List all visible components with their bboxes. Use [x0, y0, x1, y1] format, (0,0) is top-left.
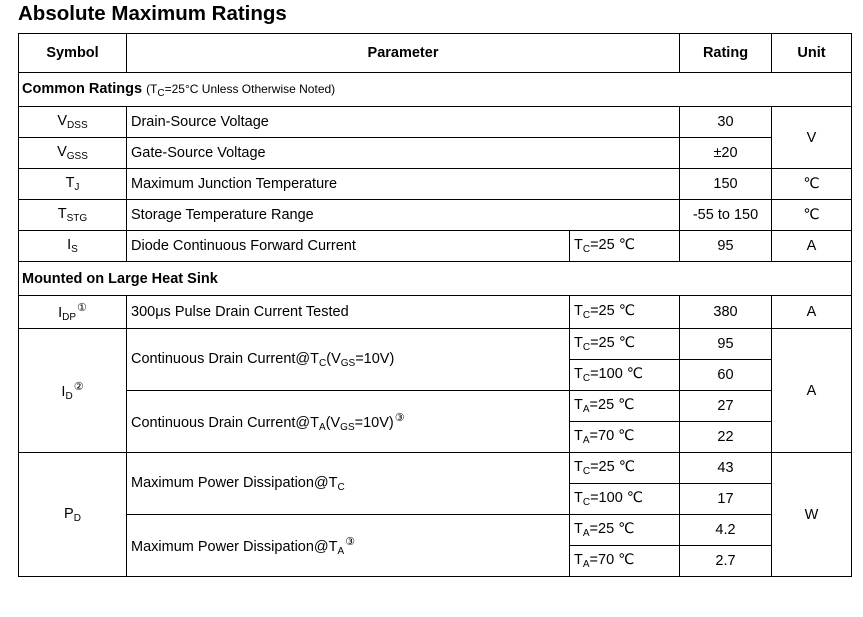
symbol-is — [19, 231, 127, 262]
unit-pd: W — [772, 453, 852, 577]
param-tstg: Storage Temperature Range — [127, 200, 680, 231]
rating-vgss: ±20 — [680, 138, 772, 169]
cond-pre: T — [574, 428, 583, 444]
param-sub: A — [319, 421, 326, 433]
cond-post: =100 ℃ — [590, 366, 644, 382]
cond-pd-1 — [570, 453, 680, 484]
section-common-cell — [19, 73, 852, 107]
note-sub: C — [157, 87, 165, 99]
rating-id-2: 60 — [680, 360, 772, 391]
rating-tstg: -55 to 150 — [680, 200, 772, 231]
footnote-mark: ③ — [345, 535, 356, 548]
sym-letter: V — [57, 113, 68, 129]
symbol-tj — [19, 169, 127, 200]
cond-post: =25 ℃ — [590, 303, 636, 319]
header-parameter: Parameter — [127, 34, 680, 73]
rating-pd-3: 4.2 — [680, 515, 772, 546]
rating-tj: 150 — [680, 169, 772, 200]
param-text: Maximum Power Dissipation@T — [131, 538, 338, 555]
sym-sub: STG — [66, 213, 88, 224]
header-symbol: Symbol — [19, 34, 127, 73]
table-row-vgss — [19, 138, 852, 169]
param-tj: Maximum Junction Temperature — [127, 169, 680, 200]
note-post: =25°C Unless Otherwise Noted) — [164, 81, 336, 96]
param-sub: C — [337, 481, 345, 493]
section-common-note — [146, 81, 336, 99]
page-title: Absolute Maximum Ratings — [18, 2, 287, 25]
param-sub: GS — [340, 421, 355, 433]
cond-sub: A — [582, 404, 590, 415]
sym-sub: DSS — [67, 120, 88, 131]
cond-id-1 — [570, 329, 680, 360]
param-is: Diode Continuous Forward Current — [127, 231, 570, 262]
sym-letter: T — [65, 175, 75, 191]
cond-idp — [570, 296, 680, 329]
rating-vdss: 30 — [680, 107, 772, 138]
cond-pre: T — [574, 237, 583, 253]
cond-post: =25 ℃ — [589, 521, 635, 537]
param-text: Maximum Power Dissipation@T — [131, 474, 338, 491]
cond-post: =25 ℃ — [590, 459, 636, 475]
param-text: (V — [326, 350, 341, 367]
sym-letter: I — [58, 305, 63, 321]
footnote-mark: ① — [77, 302, 87, 314]
sym-sub: J — [74, 182, 80, 193]
cond-pre: T — [574, 303, 583, 319]
unit-idp: A — [772, 296, 852, 329]
table-row-is — [19, 231, 852, 262]
param-id-ta — [127, 391, 570, 453]
sym-sub: S — [71, 244, 78, 255]
param-pd-tc — [127, 453, 570, 515]
rating-is: 95 — [680, 231, 772, 262]
rating-id-4: 22 — [680, 422, 772, 453]
footnote-mark: ③ — [394, 411, 405, 424]
cond-pre: T — [574, 552, 583, 568]
cond-sub: C — [582, 244, 591, 255]
param-text: Continuous Drain Current@T — [131, 414, 319, 431]
rating-id-1: 95 — [680, 329, 772, 360]
cond-is — [570, 231, 680, 262]
footnote-mark: ② — [73, 380, 84, 393]
cond-post: =25 ℃ — [589, 397, 635, 413]
sym-sub: D — [65, 390, 73, 402]
cond-id-4 — [570, 422, 680, 453]
symbol-vdss — [19, 107, 127, 138]
sym-sub: GSS — [66, 151, 88, 162]
cond-pre: T — [574, 521, 583, 537]
cond-sub: C — [582, 497, 591, 508]
unit-id: A — [772, 329, 852, 453]
sym-letter: I — [61, 383, 66, 400]
ratings-table — [18, 33, 852, 577]
header-rating: Rating — [680, 34, 772, 73]
param-sub: GS — [340, 357, 356, 369]
cond-sub: C — [582, 466, 591, 477]
cond-post: =70 ℃ — [589, 552, 635, 568]
sym-sub: DP — [62, 312, 77, 323]
table-row-id-3 — [19, 391, 852, 422]
cond-pre: T — [574, 397, 583, 413]
symbol-id — [19, 329, 127, 453]
sym-letter: V — [57, 144, 67, 160]
table-row-tj — [19, 169, 852, 200]
cond-pre: T — [574, 366, 583, 382]
param-text: Continuous Drain Current@T — [131, 350, 319, 367]
param-vgss: Gate-Source Voltage — [127, 138, 680, 169]
cond-pre: T — [574, 459, 583, 475]
symbol-tstg — [19, 200, 127, 231]
cond-sub: C — [582, 342, 591, 353]
note-pre: (T — [146, 81, 158, 96]
rating-id-3: 27 — [680, 391, 772, 422]
cond-pd-4 — [570, 546, 680, 577]
param-sub: A — [337, 545, 345, 557]
unit-is: A — [772, 231, 852, 262]
param-sub: C — [319, 357, 327, 369]
unit-tj: ℃ — [772, 169, 852, 200]
table-row-vdss — [19, 107, 852, 138]
param-vdss: Drain-Source Voltage — [127, 107, 680, 138]
section-common-label: Common Ratings — [22, 80, 143, 97]
unit-tstg: ℃ — [772, 200, 852, 231]
cond-pd-2 — [570, 484, 680, 515]
rating-pd-4: 2.7 — [680, 546, 772, 577]
table-row-tstg — [19, 200, 852, 231]
cond-pd-3 — [570, 515, 680, 546]
param-text: (V — [325, 414, 341, 431]
param-text: =10V) — [355, 350, 395, 367]
table-row-pd-3 — [19, 515, 852, 546]
unit-voltage: V — [772, 107, 852, 169]
cond-pre: T — [574, 490, 583, 506]
header-unit: Unit — [772, 34, 852, 73]
section-heatsink-label: Mounted on Large Heat Sink — [19, 262, 852, 296]
symbol-idp — [19, 296, 127, 329]
param-pd-ta — [127, 515, 570, 577]
cond-post: =100 ℃ — [590, 490, 644, 506]
sym-sub: D — [73, 512, 81, 524]
cond-id-2 — [570, 360, 680, 391]
symbol-pd — [19, 453, 127, 577]
cond-sub: A — [582, 435, 590, 446]
table-row-idp — [19, 296, 852, 329]
cond-sub: A — [582, 559, 590, 570]
cond-sub: C — [582, 373, 591, 384]
section-row-common — [19, 73, 852, 107]
param-idp: 300μs Pulse Drain Current Tested — [127, 296, 570, 329]
cond-id-3 — [570, 391, 680, 422]
cond-sub: C — [582, 310, 591, 321]
sym-letter: I — [67, 237, 72, 253]
rating-pd-2: 17 — [680, 484, 772, 515]
cond-post: =70 ℃ — [589, 428, 635, 444]
rating-pd-1: 43 — [680, 453, 772, 484]
cond-post: =25 ℃ — [590, 237, 636, 253]
cond-pre: T — [574, 335, 583, 351]
symbol-vgss — [19, 138, 127, 169]
param-id-tc — [127, 329, 570, 391]
cond-sub: A — [582, 528, 590, 539]
header-row — [19, 34, 852, 73]
param-text: =10V) — [354, 414, 394, 431]
table-row-pd-1 — [19, 453, 852, 484]
section-row-heatsink — [19, 262, 852, 296]
sym-letter: P — [64, 505, 74, 522]
rating-idp: 380 — [680, 296, 772, 329]
cond-post: =25 ℃ — [590, 335, 636, 351]
table-row-id-1 — [19, 329, 852, 360]
sym-letter: T — [57, 206, 67, 222]
